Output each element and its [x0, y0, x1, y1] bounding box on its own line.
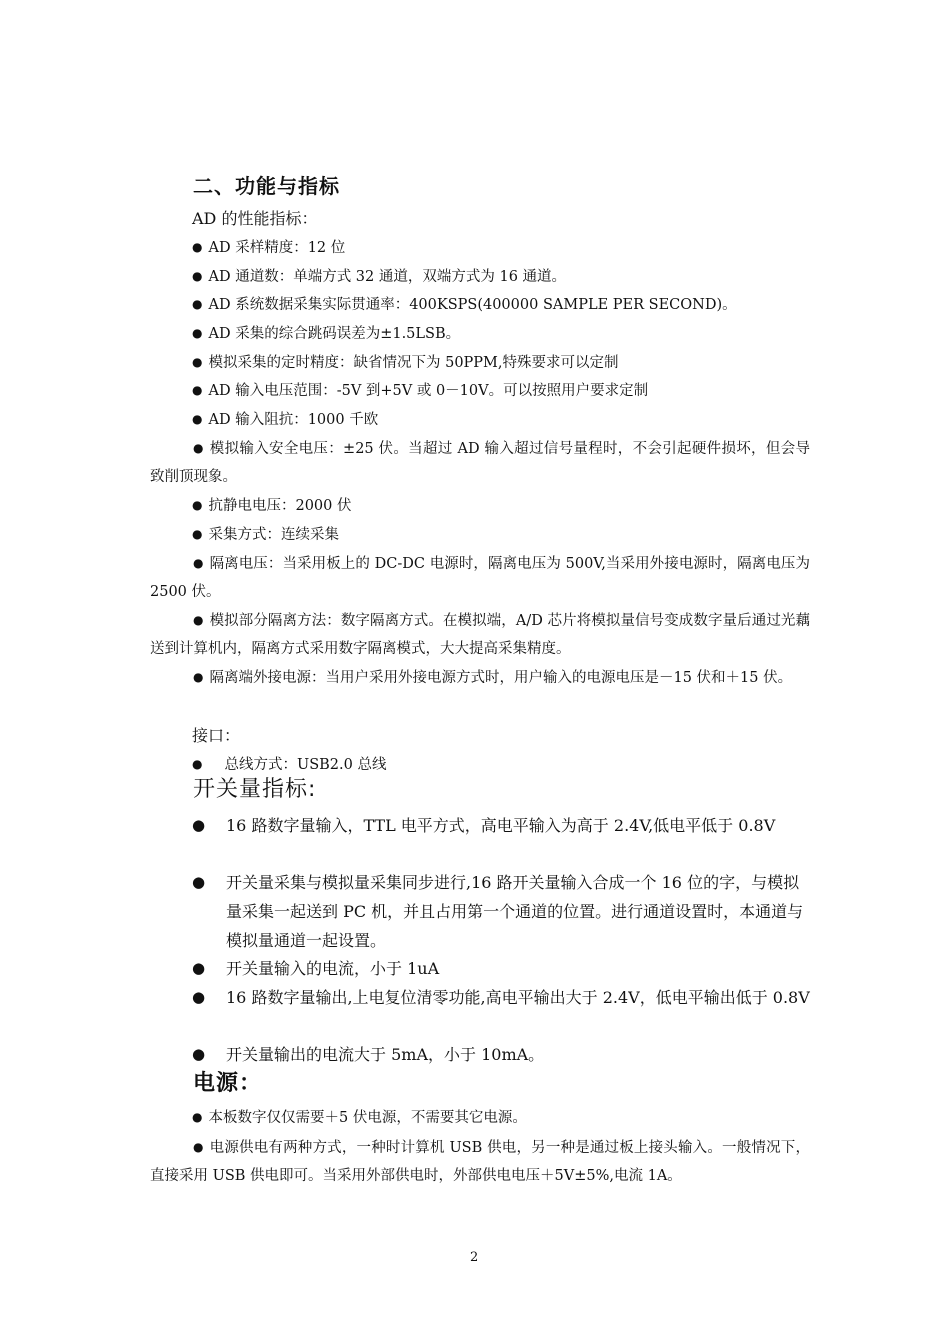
- list-item: ● 16 路数字量输出,上电复位清零功能,高电平输出大于 2.4V，低电平输出低于 0.8V: [192, 983, 812, 1012]
- list-item: ● 电源供电有两种方式，一种时计算机 USB 供电，另一种是通过板上接头输入。一般情况下，直接采用 USB 供电即可。当采用外部供电时，外部供电电压＋5V±5%,电流 1A。: [150, 1140, 810, 1184]
- list-item: ● 隔离电压：当采用板上的 DC-DC 电源时，隔离电压为 500V,当采用外接电源时，隔离电压为 2500 伏。: [150, 556, 810, 600]
- switch-spec-title: 开关量指标:: [193, 777, 317, 802]
- bullet-icon: ●: [192, 873, 206, 891]
- list-item: ● 模拟采集的定时精度：缺省情况下为 50PPM,特殊要求可以定制: [192, 355, 619, 371]
- section-title: 二、功能与指标: [193, 174, 340, 198]
- bullet-icon: ●: [193, 1140, 204, 1154]
- list-item: ● 开关量采集与模拟量采集同步进行,16 路开关量输入合成一个 16 位的字，与模拟量采集一起送到 PC 机，并且占用第一个通道的位置。进行通道设置时，本通道与模拟量通道一起设置。: [192, 868, 812, 955]
- list-item: ● AD 采样精度：12 位: [192, 240, 346, 256]
- ad-spec-title: AD 的性能指标：: [192, 209, 318, 228]
- bullet-icon: ●: [192, 959, 206, 977]
- list-item: ● AD 采集的综合跳码误差为±1.5LSB。: [192, 326, 461, 342]
- bullet-icon: ●: [193, 670, 204, 684]
- bullet-icon: ●: [192, 527, 203, 541]
- interface-title: 接口：: [192, 726, 241, 745]
- list-item: ● 采集方式：连续采集: [192, 527, 339, 543]
- list-item: ● AD 系统数据采集实际贯通率：400KSPS(400000 SAMPLE PER SECOND)。: [192, 297, 737, 313]
- bullet-icon: ●: [192, 240, 203, 254]
- bullet-icon: ●: [192, 498, 203, 512]
- list-item: ● 模拟输入安全电压：±25 伏。当超过 AD 输入超过信号量程时，不会引起硬件损坏，但会导致削顶现象。: [150, 441, 810, 485]
- bullet-icon: ●: [192, 326, 203, 340]
- list-item: ● 开关量输入的电流，小于 1uA: [192, 954, 812, 983]
- list-item: ● 开关量输出的电流大于 5mA，小于 10mA。: [192, 1040, 812, 1069]
- list-item: ● AD 通道数：单端方式 32 通道，双端方式为 16 通道。: [192, 269, 567, 285]
- bullet-icon: ●: [193, 556, 204, 570]
- bullet-icon: ●: [192, 1045, 206, 1063]
- power-title: 电源：: [193, 1071, 263, 1096]
- list-item: ● AD 输入电压范围：-5V 到+5V 或 0－10V。可以按照用户要求定制: [192, 383, 649, 399]
- bullet-icon: ●: [193, 613, 204, 627]
- bullet-icon: ●: [192, 269, 203, 283]
- bullet-icon: ●: [192, 816, 206, 834]
- list-item: ● 隔离端外接电源：当用户采用外接电源方式时，用户输入的电源电压是－15 伏和＋15 伏。: [193, 670, 793, 686]
- bullet-icon: ●: [192, 412, 203, 426]
- bullet-icon: ●: [192, 757, 203, 771]
- bullet-icon: ●: [193, 441, 204, 455]
- list-item: ● AD 输入阻抗：1000 千欧: [192, 412, 379, 428]
- list-item: ● 本板数字仅仅需要＋5 伏电源，不需要其它电源。: [192, 1110, 527, 1126]
- bullet-icon: ●: [192, 1110, 203, 1124]
- list-item: ● 抗静电电压：2000 伏: [192, 498, 352, 514]
- bullet-icon: ●: [192, 988, 206, 1006]
- bullet-icon: ●: [192, 355, 203, 369]
- list-item: ● 模拟部分隔离方法：数字隔离方式。在模拟端，A/D 芯片将模拟量信号变成数字量后通过光藕送到计算机内，隔离方式采用数字隔离模式，大大提高采集精度。: [150, 613, 810, 657]
- page-number: 2: [470, 1250, 479, 1265]
- list-item: ● 16 路数字量输入，TTL 电平方式，高电平输入为高于 2.4V,低电平低于 0.8V: [192, 811, 812, 840]
- bullet-icon: ●: [192, 383, 203, 397]
- bullet-icon: ●: [192, 297, 203, 311]
- list-item: ● 总线方式：USB2.0 总线: [192, 757, 387, 773]
